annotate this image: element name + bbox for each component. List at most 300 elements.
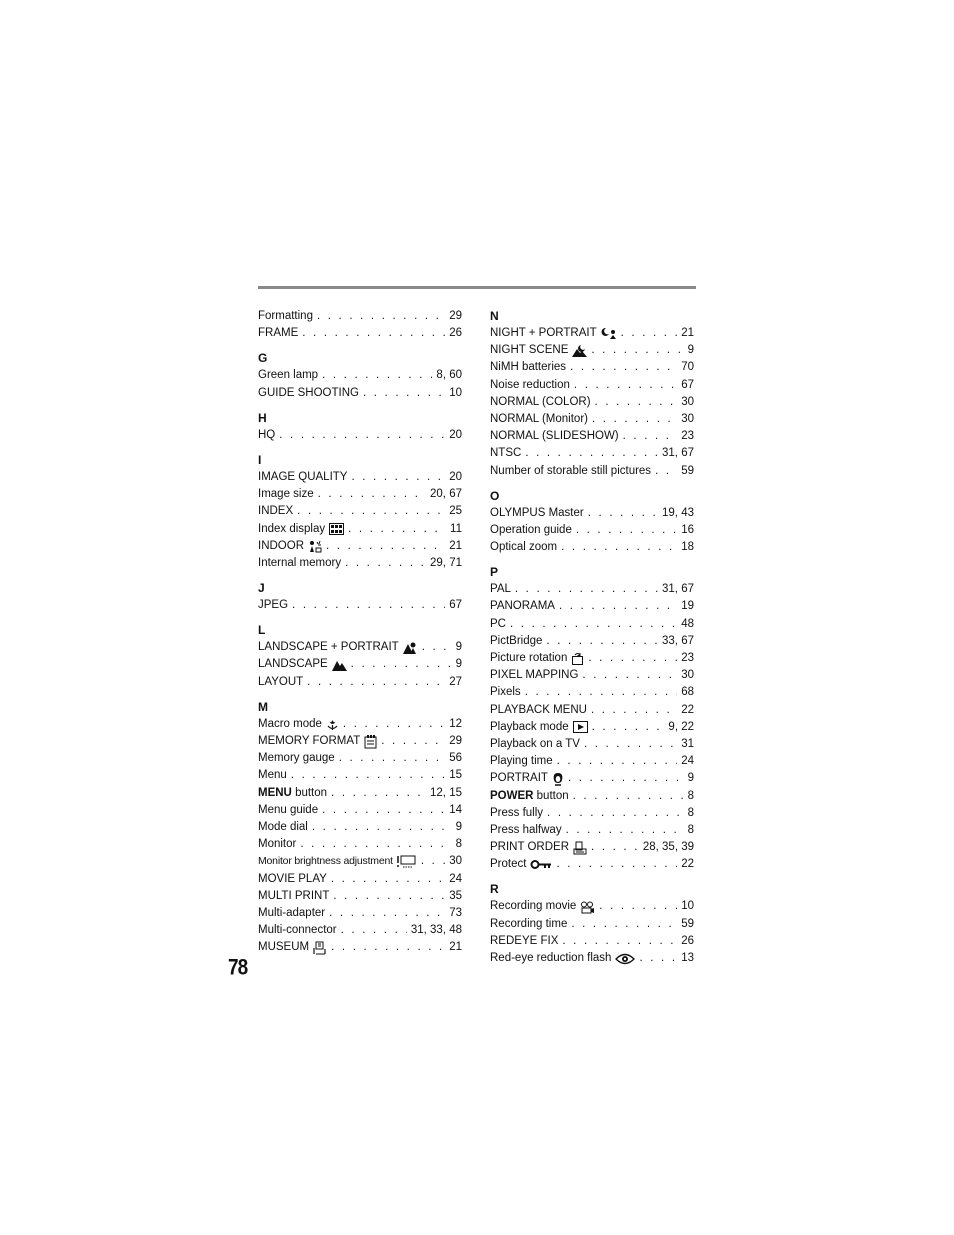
entry-term-text: NTSC [490,447,522,460]
dot-leader [317,308,445,325]
entry-pages: 9 [455,820,462,833]
entry-term [490,463,651,480]
entry-pages: 8 [687,823,694,836]
entry-term-text: Menu guide [258,803,319,816]
entry-term [490,394,591,411]
dot-leader [547,805,684,822]
dot-leader [592,719,665,736]
entry-term-text: INDOOR [258,539,304,552]
dot-leader [333,888,445,905]
entry-pages: 12 [449,717,462,730]
monitor-brightness-icon [397,855,417,868]
entry-term-text: Menu [258,769,287,782]
dot-leader [341,922,407,939]
dot-leader [574,377,677,394]
protect-key-icon [530,859,552,870]
entry-term [490,736,580,753]
entry-term-text: GUIDE SHOOTING [258,386,359,399]
dot-leader [623,428,678,445]
index-section-g [258,350,462,401]
index-entry-museum [258,939,462,956]
entry-pages: 24 [449,872,462,885]
entry-term-text: IMAGE QUALITY [258,470,348,483]
dot-leader [592,411,677,428]
entry-term [258,503,293,520]
entry-term [490,342,587,359]
entry-term [258,802,318,819]
entry-pages: 26 [449,327,462,340]
dot-leader [588,650,677,667]
dot-leader [291,767,445,784]
entry-term [258,597,288,614]
entry-term-text: NIGHT SCENE [490,344,569,357]
index-entry-jpeg [258,597,462,614]
entry-term [258,733,377,750]
entry-term-text: Pixels [490,686,521,699]
entry-pages: 22 [681,858,694,871]
index-entry-playback-on-a-tv [490,736,694,753]
entry-term-text: NiMH batteries [490,361,567,374]
entry-term-text: LAYOUT [258,675,304,688]
dot-leader [510,616,677,633]
index-entry-memory-format [258,733,462,750]
entry-term [490,633,542,650]
entry-pages: 67 [681,378,694,391]
entry-term [490,359,566,376]
entry-pages: 28, 35, 39 [642,841,694,854]
index-column-right [490,308,694,967]
entry-term [490,950,635,967]
section-letter: N [490,309,499,323]
entry-pages: 19 [681,600,694,613]
entry-term [490,616,506,633]
index-entry-noise-reduction [490,377,694,394]
entry-pages: 16 [681,523,694,536]
index-section-j [258,580,462,614]
entry-pages: 29 [449,310,462,322]
index-section-h [258,410,462,444]
index-entry-portrait [490,770,694,787]
entry-pages: 48 [681,617,694,630]
entry-term-text: Noise reduction [490,378,570,391]
section-letter: P [490,565,499,580]
dot-leader [329,905,445,922]
dot-leader [302,325,445,342]
entry-term [258,785,327,802]
entry-pages: 59 [681,917,694,930]
index-display-icon [329,523,344,535]
index-entry-night-scene [490,342,694,359]
entry-term [490,898,595,915]
entry-term [258,905,325,922]
entry-term-text: PLAYBACK MENU [490,703,587,716]
entry-term [258,308,313,325]
night-portrait-icon [601,327,617,340]
entry-term [258,819,308,836]
index-entry-image-quality [258,469,462,486]
entry-term-text: Press halfway [490,823,562,836]
entry-term-text: Multi-connector [258,924,337,937]
dot-leader [525,684,678,701]
entry-pages: 30 [449,855,462,868]
portrait-icon [552,772,564,786]
section-letter: O [490,488,500,503]
index-entry-recording-time [490,916,694,933]
entry-pages: 68 [681,686,694,699]
dot-leader [343,716,445,733]
indoor-icon [308,540,322,553]
index-entry-playback-menu [490,702,694,719]
section-letter: I [258,452,262,467]
entry-term-text: Monitor brightness adjustment [258,855,393,868]
index-entry-normal-color [490,394,694,411]
index-entry-hq [258,427,462,444]
entry-term-text: MEMORY FORMAT [258,735,361,747]
entry-pages: 9 [455,641,462,654]
entry-term-text: INDEX [258,505,294,518]
dot-leader [318,486,426,503]
index-entry-guide-shooting [258,385,462,402]
dot-leader [591,839,639,856]
index-entry-index-display [258,521,462,538]
entry-term [490,581,511,598]
index-section-n [490,308,694,480]
entry-term-text: Formatting [258,310,313,322]
entry-term-text: Number of storable still pictures [490,464,652,477]
entry-term-text: FRAME [258,327,299,340]
index-entry-macro-mode [258,716,462,733]
entry-term-text: PC [490,617,506,630]
index-entry-layout [258,674,462,691]
entry-term [490,719,588,736]
entry-pages: 20 [449,470,462,483]
entry-pages: 12, 15 [430,786,462,799]
entry-term [258,385,359,402]
index-entry-formatting [258,308,462,325]
entry-term-text: Recording time [490,917,568,930]
entry-term [490,428,619,445]
entry-term [490,753,553,770]
index-entry-recording-movie [490,898,694,915]
entry-term-text: Monitor [258,838,297,851]
entry-term-text: MUSEUM [258,941,310,954]
entry-pages: 8 [687,806,694,819]
index-entry-red-eye-reduction-flash [490,950,694,967]
entry-pages: 70 [681,361,694,374]
entry-term-text: button [533,789,569,802]
entry-pages: 9, 22 [668,720,694,733]
entry-term [258,750,335,767]
index-entry-operation-guide [490,522,694,539]
dot-leader [599,898,677,915]
dot-leader [561,539,677,556]
entry-term-text: Memory gauge [258,752,335,765]
entry-term [490,598,555,615]
dot-leader [348,521,446,538]
dot-leader [621,325,678,342]
entry-term [490,770,564,787]
dot-leader [297,503,445,520]
entry-term-text: MOVIE PLAY [258,872,327,885]
entry-term-text: Image size [258,488,314,501]
index-section-l [258,622,462,691]
entry-term-text: LANDSCAPE + PORTRAIT [258,641,399,654]
entry-term [258,427,275,444]
entry-pages: 31, 67 [662,447,694,460]
dot-leader [556,856,677,873]
entry-pages: 31, 67 [662,583,694,596]
entry-term [258,639,418,656]
index-section-continued [258,308,462,342]
entry-term [258,888,329,905]
entry-term-text: PRINT ORDER [490,841,570,854]
dot-leader [562,933,677,950]
index-entry-image-size [258,486,462,503]
dot-leader [573,788,684,805]
index-entry-number-of-storable-still-pictures [490,463,694,480]
entry-pages: 67 [449,599,462,612]
entry-pages: 10 [449,386,462,399]
entry-term [490,667,578,684]
print-order-icon [573,841,587,855]
entry-pages: 8 [455,838,462,851]
entry-term-text: Recording movie [490,900,577,913]
entry-term-text: button [291,786,328,799]
header-rule [258,286,696,289]
index-entry-landscape [258,656,462,673]
entry-term [258,853,417,870]
landscape-portrait-icon [403,641,418,654]
entry-pages: 9 [455,658,462,671]
entry-term [258,325,298,342]
entry-term [490,377,570,394]
entry-term [258,521,344,538]
entry-pages: 56 [449,752,462,765]
entry-term-text: NORMAL (COLOR) [490,395,591,408]
entry-term-text: Multi-adapter [258,906,326,919]
dot-leader [381,733,445,750]
entry-term [258,922,337,939]
entry-pages: 29 [449,735,462,747]
entry-term-text: NORMAL (Monitor) [490,412,588,425]
entry-pages: 23 [681,430,694,443]
entry-term-bold: MENU [258,786,292,799]
index-entry-ntsc [490,445,694,462]
dot-leader [595,394,678,411]
entry-term-text: Index display [258,522,326,535]
dot-leader [363,385,445,402]
index-entry-indoor [258,538,462,555]
dot-leader [351,469,445,486]
dot-leader [582,667,677,684]
index-entry-redeye-fix [490,933,694,950]
entry-term [258,469,347,486]
entry-term [490,650,584,667]
macro-icon [326,718,339,731]
index-entry-monitor-brightness-adjustment [258,853,462,870]
entry-term [490,822,562,839]
entry-term-text: Press fully [490,806,544,819]
entry-pages: 20 [449,428,462,441]
index-section-p [490,564,694,873]
entry-pages: 13 [681,952,694,964]
entry-term-bold: POWER [490,789,534,802]
index-entry-playing-time [490,753,694,770]
index-entry-press-halfway [490,822,694,839]
entry-term [490,684,521,701]
index-entry-picture-rotation [490,650,694,667]
dot-leader [571,916,677,933]
night-scene-icon [572,344,587,357]
entry-term [258,367,318,384]
entry-pages: 21 [449,539,462,552]
entry-term [490,522,572,539]
red-eye-icon [615,953,635,965]
entry-term-text: Operation guide [490,523,572,536]
entry-pages: 9 [687,772,694,785]
entry-pages: 29, 71 [430,556,462,569]
dot-leader [576,522,677,539]
index-entry-menu [258,767,462,784]
entry-term-text: Internal memory [258,556,342,569]
entry-term-text: Green lamp [258,369,319,382]
entry-pages: 35 [449,889,462,902]
entry-pages: 19, 43 [662,506,694,519]
index-entry-normal-slideshow [490,428,694,445]
entry-term-text: PIXEL MAPPING [490,669,579,682]
index-entry-internal-memory [258,555,462,572]
entry-term-text: PAL [490,583,511,596]
index-entry-pictbridge [490,633,694,650]
index-entry-green-lamp [258,367,462,384]
movie-icon [580,901,595,914]
index-entry-pc [490,616,694,633]
entry-pages: 23 [681,652,694,664]
entry-term [258,674,303,691]
dot-leader [326,538,445,555]
dot-leader [546,633,658,650]
index-entry-panorama [490,598,694,615]
index-entry-menu-button [258,785,462,802]
dot-leader [570,359,677,376]
dot-leader [639,950,677,967]
dot-leader [331,871,445,888]
page-number: 78 [228,956,248,981]
dot-leader [655,463,677,480]
entry-pages: 11 [450,522,462,535]
index-entry-normal-monitor [490,411,694,428]
entry-term [490,916,567,933]
section-letter: R [490,882,499,897]
index-entry-monitor [258,836,462,853]
dot-leader [584,736,677,753]
entry-term-text: NIGHT + PORTRAIT [490,327,597,339]
entry-term-text: PictBridge [490,634,543,647]
index-column-left [258,308,462,956]
dot-leader [322,367,432,384]
index-section-i [258,452,462,572]
index-entry-index [258,503,462,520]
entry-term [490,933,558,950]
dot-leader [568,770,684,787]
dot-leader [591,342,683,359]
dot-leader [279,427,445,444]
dot-leader [307,674,445,691]
index-entry-playback-mode [490,719,694,736]
entry-term [490,702,587,719]
index-section-m [258,699,462,957]
index-entry-pal [490,581,694,598]
section-letter: G [258,351,268,366]
entry-term-text: Mode dial [258,820,308,833]
entry-term-text: PANORAMA [490,600,555,613]
dot-leader [421,853,445,870]
entry-pages: 26 [681,934,694,947]
entry-term-text: REDEYE FIX [490,934,559,947]
entry-pages: 30 [681,669,694,682]
entry-term-text: Playing time [490,755,553,768]
index-entry-mode-dial [258,819,462,836]
entry-term-text: Picture rotation [490,652,568,664]
index-entry-movie-play [258,871,462,888]
entry-pages: 24 [681,755,694,768]
entry-pages: 9 [687,344,694,357]
dot-leader [566,822,684,839]
entry-term [490,839,587,856]
entry-term-text: NORMAL (SLIDESHOW) [490,430,619,443]
entry-term [490,411,588,428]
index-entry-night-portrait [490,325,694,342]
entry-term [258,767,287,784]
index-section-r [490,881,694,967]
index-entry-multi-connector [258,922,462,939]
dot-leader [300,836,451,853]
entry-term [258,836,296,853]
entry-pages: 59 [681,464,694,477]
index-entry-olympus-master [490,505,694,522]
section-letter: M [258,699,268,714]
entry-pages: 22 [681,703,694,716]
entry-term-text: Playback on a TV [490,737,580,750]
entry-term [490,788,569,805]
dot-leader [557,753,678,770]
entry-term [258,939,327,956]
dot-leader [312,819,452,836]
entry-pages: 14 [449,803,462,816]
index-entry-optical-zoom [490,539,694,556]
entry-pages: 31, 33, 48 [410,924,462,937]
index-entry-press-fully [490,805,694,822]
index-entry-pixel-mapping [490,667,694,684]
entry-pages: 25 [449,505,462,518]
entry-term [490,505,584,522]
entry-pages: 73 [449,906,462,919]
entry-pages: 10 [681,900,694,913]
entry-term [490,325,617,342]
index-entry-power-button [490,788,694,805]
entry-pages: 21 [681,327,694,339]
entry-term [490,539,557,556]
memory-format-icon [364,735,377,749]
entry-term-text: JPEG [258,599,289,612]
dot-leader [559,598,677,615]
dot-leader [515,581,658,598]
entry-term-text: MULTI PRINT [258,889,330,902]
section-letter: H [258,410,267,425]
entry-pages: 30 [681,412,694,425]
entry-term [490,805,543,822]
index-entry-multi-print [258,888,462,905]
